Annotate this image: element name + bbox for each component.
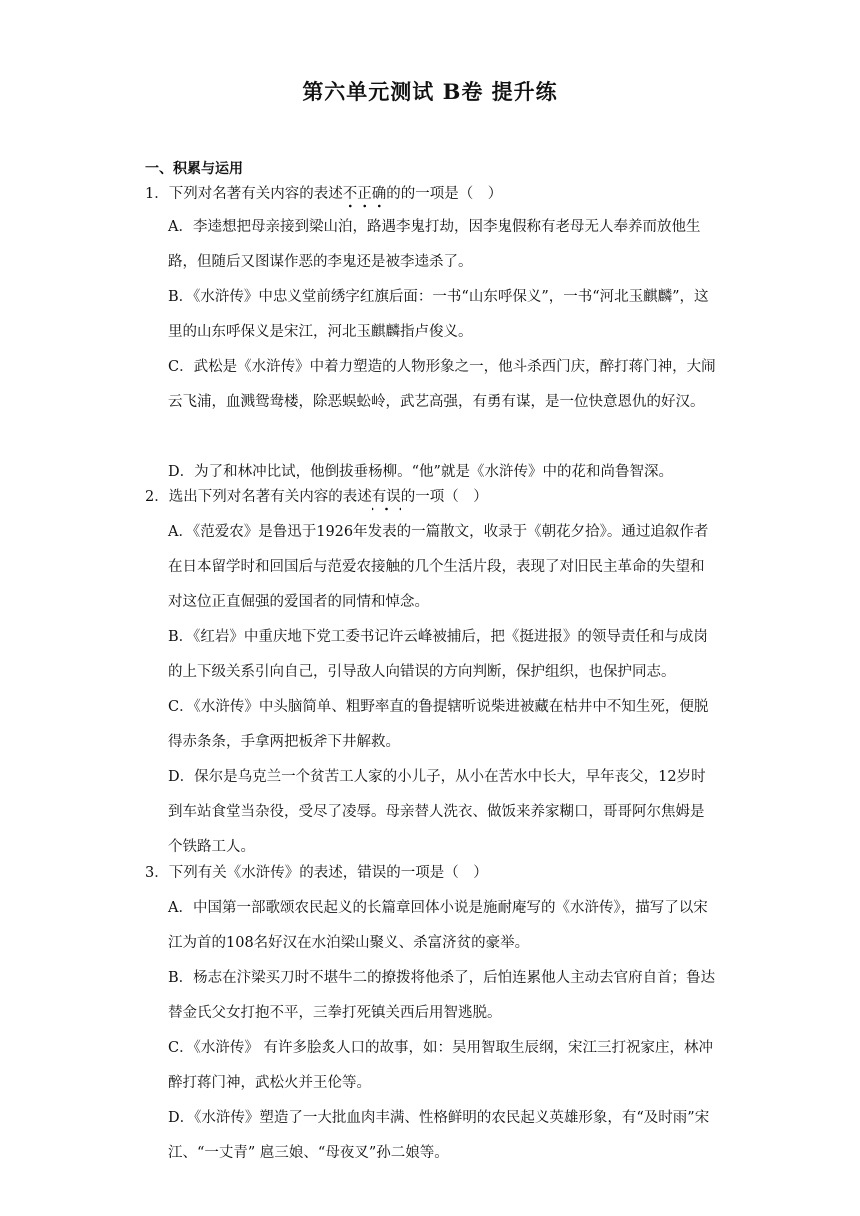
question-1-option-d: D．为了和林冲比试，他倒拔垂杨柳。“他”就是《水浒传》中的花和尚鲁智深。 (168, 464, 673, 480)
section-heading: 一、积累与运用 (145, 161, 243, 177)
question-3-option-c: C．《水浒传》 有许多脍炙人口的故事，如：吴用智取生辰纲，宋江三打祝家庄，林冲醉打蒋门神，武松火并王伦等。 (168, 1040, 713, 1091)
question-3-stem: 3．下列有关《水浒传》的表述，错误的一项是（ ） (145, 865, 488, 881)
question-1-stem: 1．下列对名著有关内容的表述不正确的的一项是（ ） (145, 184, 502, 204)
question-1-option-b: B．《水浒传》中忠义堂前绣字红旗后面：一书“山东呼保义”，一书“河北玉麒麟”，这里的山东呼保义是宋江，河北玉麒麟指卢俊义。 (168, 289, 709, 340)
question-1-option-c: C．武松是《水浒传》中着力塑造的人物形象之一，他斗杀西门庆，醉打蒋门神，大闹云飞浦，血溅鸳鸯楼，除恶蜈蚣岭，武艺高强，有勇有谋，是一位快意恩仇的好汉。 (168, 359, 716, 410)
question-2-stem: 2．选出下列对名著有关内容的表述有误的一项（ ） (145, 487, 488, 507)
page-title: 第六单元测试 B卷 提升练 (302, 79, 558, 104)
question-2-option-b: B．《红岩》中重庆地下党工委书记许云峰被捕后，把《挺进报》的领导责任和与成岗的上下级关系引向自己，引导敌人向错误的方向判断，保护组织，也保护同志。 (168, 629, 708, 680)
question-2-option-a: A．《范爱农》是鲁迅于1926年发表的一篇散文，收录于《朝花夕拾》。通过追叙作者在日本留学时和回国后与范爱农接触的几个生活片段，表现了对旧民主革命的失望和对这位正直倔强的爱国者的同情和悼念。 (168, 524, 709, 610)
question-2-option-c: C．《水浒传》中头脑简单、粗野率直的鲁提辖听说柴进被藏在枯井中不知生死，便脱得赤条条，手拿两把板斧下井解救。 (168, 699, 709, 750)
question-3-option-d: D．《水浒传》塑造了一大批血肉丰满、性格鲜明的农民起义英雄形象，有“及时雨”宋江、“一丈青” 扈三娘、“母夜叉”孙二娘等。 (168, 1110, 710, 1161)
emphasis-mark: 不正确 (343, 186, 387, 208)
question-2-option-d: D．保尔是乌克兰一个贫苦工人家的小儿子，从小在苦水中长大，早年丧父，12岁时到车站食堂当杂役，受尽了凌辱。母亲替人洗衣、做饭来养家糊口，哥哥阿尔焦姆是个铁路工人。 (168, 769, 706, 855)
emphasis-mark: 有误 (372, 489, 401, 511)
question-1-option-a: A．李逵想把母亲接到梁山泊，路遇李鬼打劫，因李鬼假称有老母无人奉养而放他生路，但随后又图谋作恶的李鬼还是被李逵杀了。 (168, 219, 701, 270)
question-3-option-a: A．中国第一部歌颂农民起义的长篇章回体小说是施耐庵写的《水浒传》，描写了以宋江为首的108名好汉在水泊梁山聚义、杀富济贫的豪举。 (168, 900, 708, 951)
question-3-option-b: B．杨志在汴梁买刀时不堪牛二的撩拨将他杀了，后怕连累他人主动去官府自首；鲁达替金氏父女打抱不平，三拳打死镇关西后用智逃脱。 (168, 970, 716, 1021)
